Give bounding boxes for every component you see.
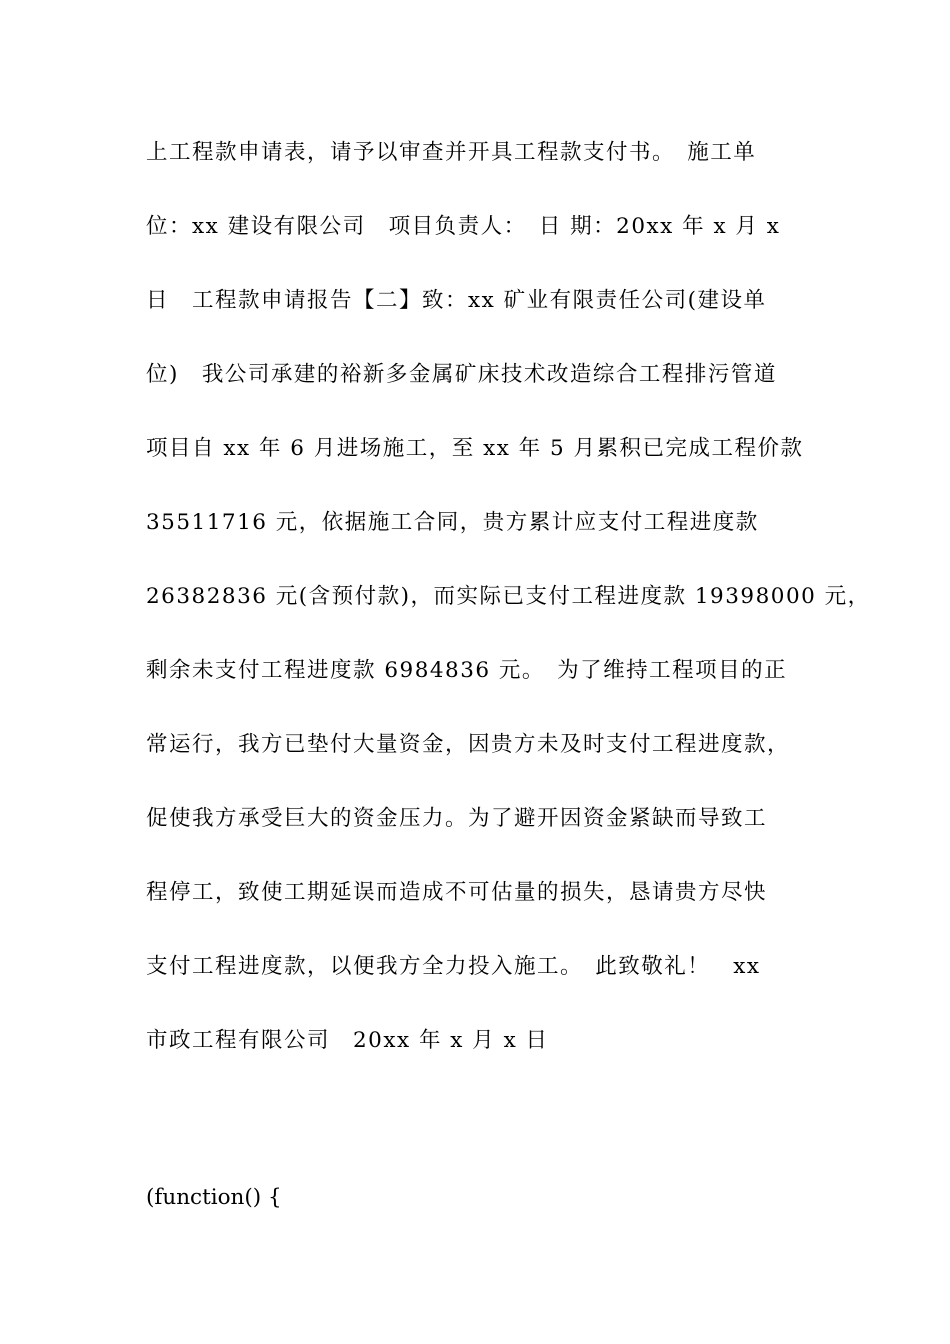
text-line: 位) 我公司承建的裕新多金属矿床技术改造综合工程排污管道 — [146, 362, 777, 387]
text-line: 项目自 xx 年 6 月进场施工，至 xx 年 5 月累积已完成工程价款 — [146, 436, 804, 461]
document-body — [146, 132, 871, 1094]
text-line: 26382836 元(含预付款)，而实际已支付工程进度款 19398000 元， — [146, 584, 871, 609]
text-line: 位：xx 建设有限公司 项目负责人： 日 期：20xx 年 x 月 x — [146, 214, 781, 239]
text-line: 上工程款申请表，请予以审查并开具工程款支付书。 施工单 — [146, 140, 757, 165]
text-line: 市政工程有限公司 20xx 年 x 月 x 日 — [146, 1028, 549, 1053]
text-line: 程停工，致使工期延误而造成不可估量的损失，恳请贵方尽快 — [146, 880, 768, 905]
text-line: 日 工程款申请报告【二】致：xx 矿业有限责任公司(建设单 — [146, 288, 767, 313]
text-line: 剩余未支付工程进度款 6984836 元。 为了维持工程项目的正 — [146, 658, 788, 683]
text-line: 35511716 元，依据施工合同，贵方累计应支付工程进度款 — [146, 510, 759, 535]
text-line: 常运行，我方已垫付大量资金，因贵方未及时支付工程进度款， — [146, 732, 791, 757]
code-fragment: (function() { — [146, 1185, 282, 1210]
text-line: 支付工程进度款，以便我方全力投入施工。 此致敬礼！ xx — [146, 954, 761, 979]
text-line: 促使我方承受巨大的资金压力。为了避开因资金紧缺而导致工 — [146, 806, 768, 831]
